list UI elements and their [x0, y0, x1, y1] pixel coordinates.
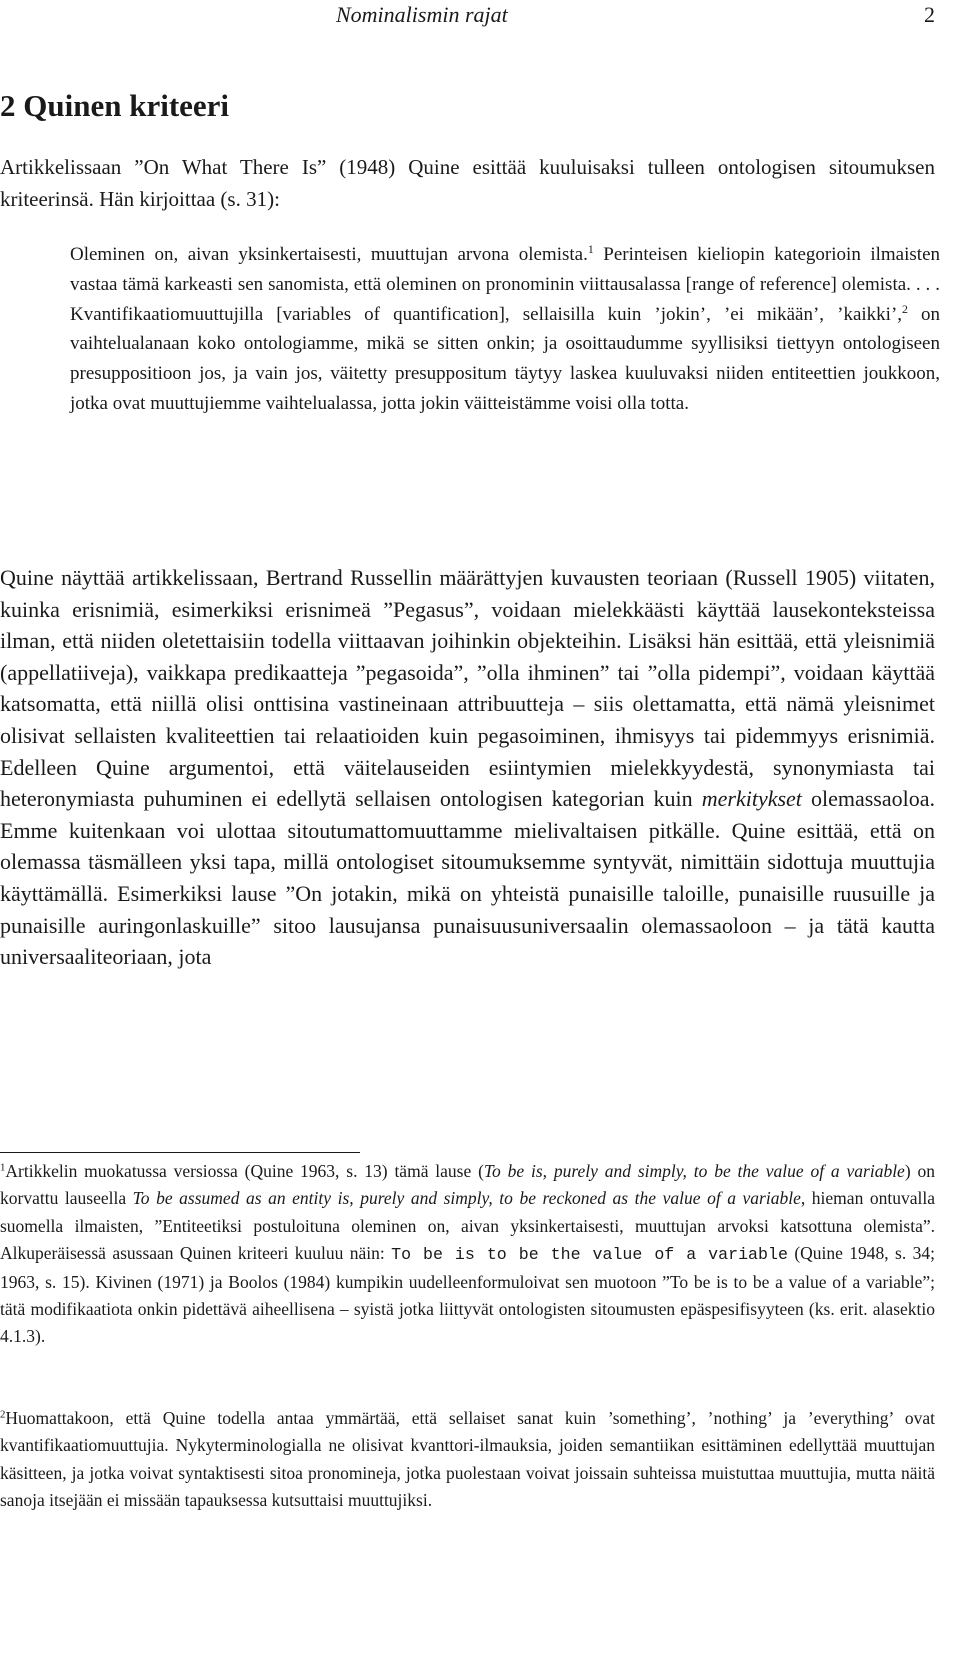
footnote-1-text-g: (Quine 1948, s. 34; 1963, s. 15). Kivinen (1971) ja Boolos (1984) kumpikin uudelleenformuloivat sen muotoon ”To be is to be a value of a variable”; tätä modifikaatiota onkin pidettävä aiheellisena – syistä jotka liittyvät ontologisten sitoumusten epäspesifisyyteen (ks. erit. alasektio 4.1.3). — [0, 1243, 935, 1347]
quote-text-1: Oleminen on, aivan yksinkertaisesti, muuttujan arvona olemista. — [70, 244, 588, 265]
footnote-1-mark: 1 — [0, 1161, 6, 1174]
intro-paragraph: Artikkelissaan ”On What There Is” (1948) Quine esittää kuuluisaksi tulleen ontologisen sitoumuksen kriteerinsä. Hän kirjoittaa (s. 31): — [0, 155, 935, 211]
section-heading — [0, 88, 229, 124]
footnote-1-emph-d: To be assumed as an entity is, purely and simply, to be reckoned as the value of a variable — [132, 1188, 801, 1209]
footnote-1-text-a: Artikkelin muokatussa versiossa (Quine 1963, s. 13) tämä lause ( — [5, 1161, 484, 1181]
quote-text-3: on vaihtelualanaan koko ontologiamme, mikä se sitten onkin; ja osoittaudumme syyllisiksi tiettyyn ontologiseen presuppositioon jos, ja vain jos, väitetty presuppositum täytyy laskea kuuluvaksi niiden entiteettien joukkoon, jotka ovat muuttujiemme vaihtelualassa, jotta jokin väitteistämme voisi olla totta. — [70, 303, 940, 414]
running-title: Nominalismin rajat — [336, 2, 508, 27]
footnote-1-mono-f: To be is to be the value of a variable — [391, 1245, 788, 1265]
body-text-2: olemassaoloa. Emme kuitenkaan voi ulottaa sitoutumattomuuttamme mielivaltaisen pitkälle. Quine esittää, että on olemassa täsmälleen yksi tapa, millä ontologiset sitoumuksemme syntyvät, nimittäin sidottuja muuttujia käyttämällä. Esimerkiksi lause ”On jotakin, mikä on yhteistä punaisille taloille, punaisille ruusuille ja punaisille auringonlaskuille” sitoo lausujansa punaisuusuniversaalin olemassaoloon – ja tätä kautta universaaliteoriaan, jota — [0, 786, 935, 970]
footnote-1-text-c: ) on korvattu lauseella — [0, 1161, 936, 1209]
footnote-2-mark: 2 — [0, 1408, 6, 1421]
footnote-1 — [0, 1158, 935, 1351]
footnote-1-text-e: , hieman ontuvalla suomella ilmaisten, ”Entiteetiksi postuloituna oleminen on, aivan yksinkertaisesti, muuttujan arvoksi katsottuna olemista”. Alkuperäisessä asussaan Quinen kriteeri kuuluu näin: — [0, 1188, 935, 1264]
page-header — [0, 0, 935, 30]
body-text-1: Quine näyttää artikkelissaan, Bertrand Russellin määrättyjen kuvausten teoriaan (Russell 1905) viitaten, kuinka erisnimiä, esimerkiksi erisnimeä ”Pegasus”, voidaan mielekkäästi käyttää lausekonteksteissa ilman, että niiden oletettaisiin todella viittaavan joihinkin objekteihin. Lisäksi hän esittää, että yleisnimiä (appellatiiveja), vaikkapa predikaatteja ”pegasoida”, ”olla ihminen” tai ”olla pidempi”, voidaan käyttää katsomatta, että niillä olisi onttisina vastineinaan attribuutteja – siis olettamatta, että nämä yleisnimet olisivat sellaisten kvaliteettien tai relaatioiden kuin pegasoiminen, ihmisyys tai pidemmyys erisnimiä. Edelleen Quine argumentoi, että väitelauseiden esiintymien mielekkyydestä, synonymiasta tai heteronymiasta puhuminen ei edellytä sellaisen ontologisen kategorian kuin — [0, 565, 935, 812]
footnote-marker-2[interactable]: 2 — [902, 302, 908, 316]
body-paragraph — [0, 562, 935, 973]
section-title: Quinen kriteeri — [23, 88, 230, 123]
footnote-1-emph-b: To be is, purely and simply, to be the value of a variable — [483, 1161, 905, 1181]
quotation — [70, 240, 940, 419]
footnote-divider — [0, 1152, 360, 1153]
body-emphasis: merkitykset — [701, 786, 802, 812]
quote-text-2: Perinteisen kieliopin kategorioin ilmaisten vastaa tämä karkeasti sen sanomista, että oleminen on pronominin viittausalassa [range of reference] olemista. . . . Kvantifikaatiomuuttujilla [variables of quantification], sellaisilla kuin ’jokin’, ’ei mikään’, ’kaikki’, — [70, 244, 940, 325]
footnote-marker-1[interactable]: 1 — [587, 242, 594, 256]
page-number: 2 — [924, 2, 935, 27]
footnote-2 — [0, 1405, 935, 1515]
section-number: 2 — [0, 88, 16, 123]
footnote-2-text: Huomattakoon, että Quine todella antaa ymmärtää, että sellaiset sanat kuin ’something’, ’nothing’ ja ’everything’ ovat kvantifikaatiomuuttujia. Nykyterminologialla ne olisivat kvanttori-ilmauksia, joiden semantiikan esittäminen edellyttää muuttujan käsitteen, ja jotka voivat syntaktisesti sitoa pronomineja, jotka puolestaan voivat joissain suhteissa muistuttaa muuttujia, mutta näitä sanoja itsejään ei missään tapauksessa kutsuttaisi muuttujiksi. — [0, 1408, 935, 1511]
